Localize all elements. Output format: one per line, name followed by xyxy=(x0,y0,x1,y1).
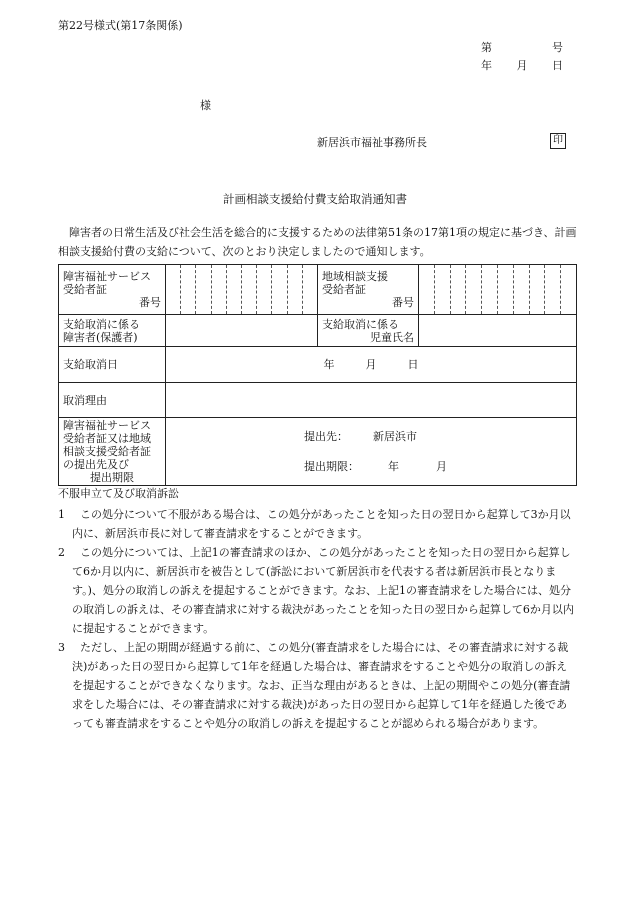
clause-1-number: 1 xyxy=(58,508,65,521)
child-label-line1: 支給取消に係る xyxy=(322,317,399,331)
issue-year: 年 xyxy=(481,59,492,72)
document-title: 計画相談支援給付費支給取消通知書 xyxy=(223,192,407,206)
submit-label-line2: 受給者証又は地域 xyxy=(63,432,151,445)
table-row xyxy=(59,418,577,486)
cert-number-boxes[interactable] xyxy=(166,265,318,315)
reason-label: 取消理由 xyxy=(59,383,166,418)
disabled-label-line1: 支給取消に係る xyxy=(63,317,140,331)
clause-2-text: この処分については、上記1の審査請求のほか、この処分があったことを知った日の翌日から起算して6か月以内に、新居浜市を被告として(訴訟において新居浜市を代表する者は新居浜市長となります。)、処分の取消しの訴えを提起することができます。なお、上記1の審査請求をした場合には、処分の取消しの訴えは、その審査請求に対する裁決があったことを知った日の翌日から起算して6か月以内に提起することができます。 xyxy=(72,546,574,635)
doc-number-suffix: 号 xyxy=(552,41,563,54)
clause-3 xyxy=(58,638,578,733)
cancel-year: 年 xyxy=(323,357,335,371)
addressee-suffix: 様 xyxy=(200,99,211,112)
cancel-date-label: 支給取消日 xyxy=(59,347,166,383)
deadline-year: 年 xyxy=(388,459,399,473)
intro-paragraph: 障害者の日常生活及び社会生活を総合的に支援するための法律第51条の17第1項の規定に基づき、計画相談支援給付費の支給について、次のとおり決定しましたので通知します。 xyxy=(58,226,577,258)
table-row xyxy=(59,315,577,347)
form-number: 第22号様式(第17条関係) xyxy=(58,19,183,32)
child-name-label xyxy=(318,315,419,347)
consult-label-line2: 受給者証 xyxy=(322,283,366,296)
disabled-label-line2: 障害者(保護者) xyxy=(63,330,138,344)
table-row xyxy=(59,347,577,383)
submit-label-line1: 障害福祉サービス xyxy=(63,419,151,432)
submit-label-line5: 提出期限 xyxy=(90,471,134,484)
submit-to-value: 新居浜市 xyxy=(373,429,417,443)
issue-month: 月 xyxy=(516,59,528,72)
cert-label-line2 xyxy=(63,283,161,296)
cancel-day: 日 xyxy=(407,357,419,371)
table-row xyxy=(59,265,577,315)
seal-mark: 印 xyxy=(550,133,566,149)
notice-table xyxy=(58,264,577,486)
deadline-row xyxy=(304,452,576,482)
cert-label-line3: 番号 xyxy=(139,296,161,309)
issuer-name: 新居浜市福祉事務所長 xyxy=(317,136,427,149)
cert-number-label xyxy=(59,265,166,315)
clause-2 xyxy=(58,543,578,638)
submit-to-row xyxy=(304,422,576,452)
consult-cert-label xyxy=(318,265,419,315)
submission-value[interactable] xyxy=(166,418,577,486)
submit-label-line3: 相談支援受給者証 xyxy=(63,445,151,458)
issue-date xyxy=(481,59,563,72)
submit-label-line4: の提出先及び xyxy=(63,458,129,471)
appeal-heading: 不服申立て及び取消訴訟 xyxy=(58,487,179,500)
clause-2-number: 2 xyxy=(58,546,65,559)
submission-label xyxy=(59,418,166,486)
consult-label-line3: 番号 xyxy=(392,296,414,309)
consult-label-line1: 地域相談支援 xyxy=(322,270,388,283)
cancel-month: 月 xyxy=(365,357,377,371)
reason-value[interactable] xyxy=(166,383,577,418)
disabled-person-value[interactable] xyxy=(166,315,318,347)
cancel-date-value[interactable] xyxy=(166,347,577,383)
cert-label-line1: 障害福祉サービス xyxy=(63,270,151,283)
table-row xyxy=(59,383,577,418)
child-label-line2: 児童氏名 xyxy=(370,330,414,344)
clause-1-text: この処分について不服がある場合は、この処分があったことを知った日の翌日から起算して3か月以内に、新居浜市長に対して審査請求をすることができます。 xyxy=(72,508,571,540)
consult-cert-boxes[interactable] xyxy=(419,265,577,315)
deadline-month: 月 xyxy=(436,459,447,473)
cert-label-text2: 受給者証 xyxy=(63,283,107,296)
doc-number-prefix: 第 xyxy=(481,41,492,54)
disabled-person-label xyxy=(59,315,166,347)
issue-day: 日 xyxy=(552,59,563,72)
clause-1 xyxy=(58,505,578,543)
document-number xyxy=(481,41,563,54)
child-name-value[interactable] xyxy=(419,315,577,347)
clause-3-number: 3 xyxy=(58,641,65,654)
deadline-label: 提出期限： xyxy=(304,459,359,473)
submit-to-label: 提出先： xyxy=(304,429,348,443)
clause-3-text: ただし、上記の期間が経過する前に、この処分(審査請求をした場合には、その審査請求に対する裁決)があった日の翌日から起算して1年を経過した場合は、審査請求をすることや処分の取消しの訴えを提起することができなくなります。なお、正当な理由があるときは、上記の期間やこの処分(審査請求をした場合には、その審査請求に対する裁決)があった日の翌日から起算して1年を経過した後であっても審査請求をすることや処分の取消しの訴えを提起することが認められる場合があります。 xyxy=(72,641,571,730)
